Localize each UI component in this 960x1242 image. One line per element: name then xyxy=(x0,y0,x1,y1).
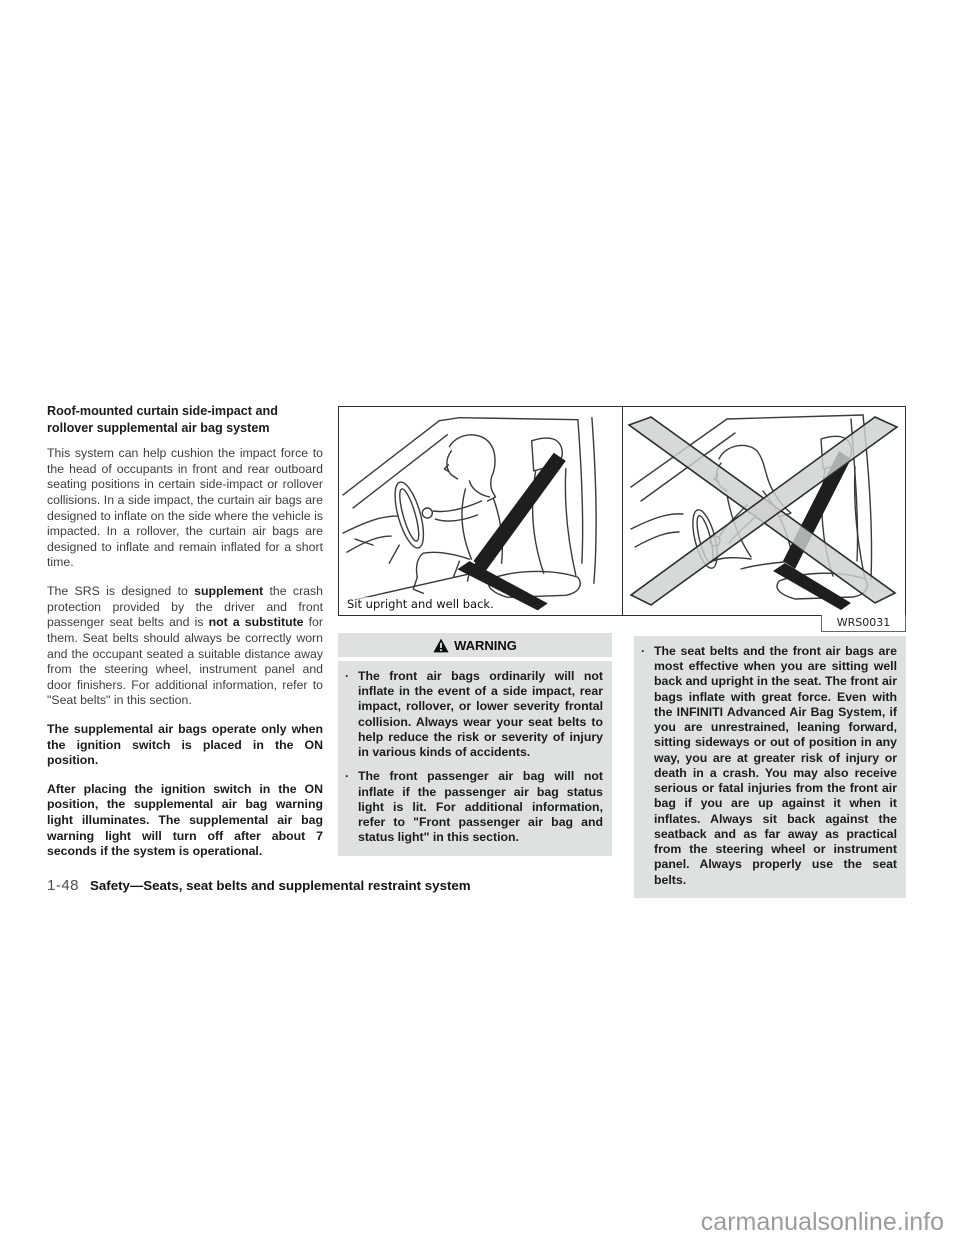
bullet-text: The front passenger air bag will not inflate if the passenger air bag status light is lit. For additional information, refer to "Front passenger air bag and status light" in this section. xyxy=(358,769,603,845)
warning-body xyxy=(338,661,612,856)
bullet-text: The seat belts and the front air bags are most effective when you are sitting well back and upright in the seat. The front air bags inflate with great force. Even with the INFINITI Advanced Air Bag System, if you are unrestrained, leaning forward, sitting sideways or out of position in any way, you are at greater risk of injury or death in a crash. You may also receive serious or fatal injuries from the front air bag if you are up against it when it inflates. Always sit back against the seatback and as far away as practical from the steering wheel or instrument panel. Always properly use the seat belts. xyxy=(654,644,897,887)
upright-driver-illustration xyxy=(339,407,622,615)
bullet-text: The front air bags ordinarily will not inflate in the event of a side impact, rear impact, rollover, or lower severity frontal collision. Always wear your seat belts to help reduce the risk or severity of injury in various kinds of accidents. xyxy=(358,669,603,760)
warning-header xyxy=(338,633,612,657)
watermark: carmanualsonline.info xyxy=(700,1208,944,1236)
warning-triangle-icon xyxy=(433,638,449,653)
paragraph-text: the crash protection provided by the driver and front passenger seat belts and is xyxy=(47,584,324,630)
seatbelt-effectiveness-box xyxy=(634,636,906,898)
figure-code: WRS0031 xyxy=(821,615,906,632)
left-column xyxy=(47,403,323,873)
warning-bullet-front-airbags xyxy=(345,669,603,760)
warning-bullet-passenger-airbag xyxy=(345,769,603,845)
leaning-driver-panel xyxy=(622,407,905,615)
seating-posture-figure xyxy=(338,406,906,616)
footer-section-title: Safety—Seats, seat belts and supplemental restraint system xyxy=(90,878,471,893)
paragraph-text: The SRS is designed to xyxy=(47,584,195,599)
figure-caption: Sit upright and well back. xyxy=(347,597,494,611)
section-heading: Roof-mounted curtain side-impact and rollover supplemental air bag system xyxy=(47,404,278,435)
leaning-driver-crossed-out-illustration xyxy=(623,407,905,615)
page-footer xyxy=(47,877,471,894)
paragraph-warning-light: After placing the ignition switch in the ON position, the supplemental air bag warning light illuminates. The supplemental air bag warning light will turn off after about 7 seconds if the system is operational. xyxy=(47,781,323,859)
paragraph-srs-supplement xyxy=(47,584,323,709)
paragraph-curtain-system: This system can help cushion the impact force to the head of occupants in front and rear outboard seating positions in certain side-impact or rollover collisions. In a side impact, the curtain air bags are designed to inflate on the side where the vehicle is impacted. In a rollover, the curtain air bags are designed to inflate and remain inflated for a short time. xyxy=(47,446,323,570)
paragraph-ignition-on: The supplemental air bags operate only when the ignition switch is placed in the ON position. xyxy=(47,721,323,768)
upright-driver-panel xyxy=(339,407,622,615)
bullet-marker: · xyxy=(641,644,646,658)
note-bullet-seatbelts xyxy=(641,644,897,888)
emphasized-phrase-not-a-substitute: not a substitute xyxy=(208,615,304,630)
warning-title: WARNING xyxy=(454,637,517,653)
paragraph-text: for them. Seat belts should always be correctly worn and the occupant seated a suitable distance away from the steering wheel, instrument panel and door finishers. For additional information, refer to "Seat belts" in this section. xyxy=(47,615,323,708)
page-number: 1-48 xyxy=(47,877,80,894)
emphasized-word-supplement: supplement xyxy=(194,584,264,599)
bullet-marker: · xyxy=(345,769,350,784)
bullet-marker: · xyxy=(345,669,350,683)
